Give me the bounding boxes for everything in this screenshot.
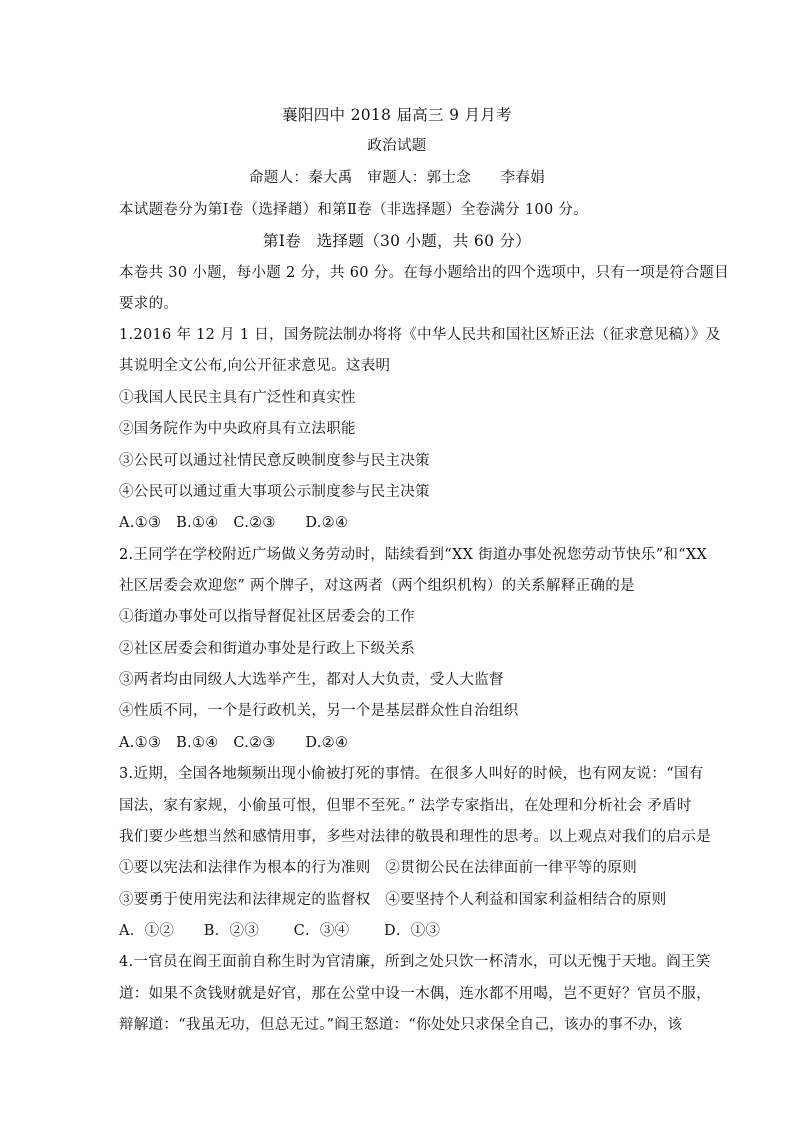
exam-subtitle: 政治试题: [367, 138, 427, 154]
q1-option-1: ①我国人民民主具有广泛性和真实性: [119, 390, 356, 406]
q1-option-2: ②国务院作为中央政府具有立法职能: [119, 421, 356, 437]
exam-title: 襄阳四中 2018 届高三 9 月月考: [282, 106, 512, 124]
q2-stem-line-2: 社区居委会欢迎您” 两个牌子，对这两者（两个组织机构）的关系解释正确的是: [119, 578, 635, 594]
q3-answer-choices: A．①② B．②③ C．③④ D．①③: [119, 923, 441, 939]
q3-stem-line-3: 我们要少些想当然和感情用事，多些对法律的敬畏和理性的思考。以上观点对我们的启示是: [119, 829, 711, 845]
q2-answer-choices: A.①③ B.①④ C.②③ D.②④: [119, 735, 349, 751]
q3-options-3-4: ③要勇于使用宪法和法律规定的监督权 ④要坚持个人利益和国家利益相结合的原则: [119, 892, 667, 908]
q1-stem-line-1: 1.2016 年 12 月 1 日，国务院法制办将将《中华人民共和国社区矫正法（征求意见稿）》及: [119, 327, 721, 343]
exam-intro: 本试题卷分为第Ⅰ卷（选择趙）和第Ⅱ卷（非选择题）全卷满分 100 分。: [119, 202, 588, 218]
q2-stem-line-1: 2.王同学在学校附近广场做义务劳动时，陆续看到“XX 街道办事处祝您劳动节快乐”和“XX: [119, 547, 708, 563]
q1-answer-choices: A.①③ B.①④ C.②③ D.②④: [119, 515, 349, 531]
instructions-line-1: 本卷共 30 小题，每小题 2 分，共 60 分。在每小题给出的四个选项中，只有一项是符合题目: [119, 265, 729, 281]
q1-option-4: ④公民可以通过重大事项公示制度参与民主决策: [119, 484, 430, 500]
q2-option-3: ③两者均由同级人大选举产生，都对人大负责，受人大监督: [119, 672, 504, 688]
q4-stem-line-2: 道：如果不贪钱财就是好官，那在公堂中设一木偶，连水都不用喝，岂不更好？官员不服，: [119, 986, 711, 1002]
instructions-line-2: 要求的。: [119, 296, 179, 312]
q2-option-2: ②社区居委会和街道办事处是行政上下级关系: [119, 641, 415, 657]
q4-stem-line-1: 4.一官员在阎王面前自称生时为官清廉，所到之处只饮一杯清水，可以无愧于天地。阎王笑: [119, 954, 711, 970]
q2-option-4: ④性质不同，一个是行政机关，另一个是基层群众性自治组织: [119, 703, 519, 719]
q3-stem-line-2: 国法，家有家规，小偷虽可恨，但罪不至死。” 法学专家指出，在处理和分析社会 矛盾时: [119, 798, 692, 814]
q1-option-3: ③公民可以通过社情民意反映制度参与民主决策: [119, 453, 430, 469]
q3-options-1-2: ①要以宪法和法律作为根本的行为准则 ②贯彻公民在法律面前一律平等的原则: [119, 860, 637, 876]
q4-stem-line-3: 辩解道：“我虽无功，但总无过。”阎王怒道：“你处处只求保全自己，该办的事不办，该: [119, 1017, 683, 1033]
section-heading: 第Ⅰ卷 选择题（30 小题，共 60 分）: [262, 232, 532, 250]
exam-authors: 命题人：秦大禹 审题人：郭士念 李春娟: [249, 170, 545, 186]
q2-option-1: ①街道办事处可以指导督促社区居委会的工作: [119, 609, 415, 625]
q3-stem-line-1: 3.近期，全国各地频频出现小偷被打死的事情。在很多人叫好的时候，也有网友说：“国有: [119, 766, 704, 782]
q1-stem-line-2: 其说明全文公布,向公开征求意见。这表明: [119, 358, 391, 374]
